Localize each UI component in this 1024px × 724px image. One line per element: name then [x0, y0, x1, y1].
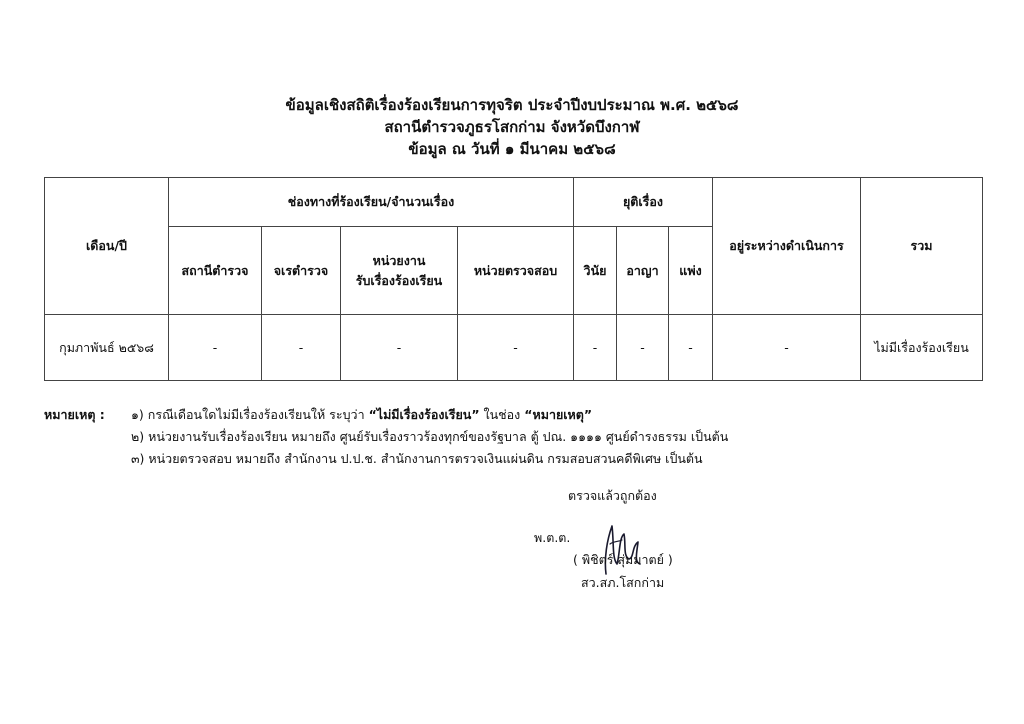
cell-police-station: - [169, 315, 262, 381]
cell-police-inspector: - [262, 315, 341, 381]
note-1 [131, 404, 728, 426]
cell-complaint-agency: - [341, 315, 458, 381]
note-1-prefix: ๑) กรณีเดือนใดไม่มีเรื่องร้องเรียนให้ ระบุว่า [131, 407, 369, 422]
cell-audit-unit: - [458, 315, 574, 381]
header-discipline: วินัย [574, 227, 617, 315]
header-total: รวม [861, 178, 983, 315]
signer-name: ( พิชิตร์ สุ่มมาตย์ ) [573, 552, 673, 567]
header-complaint-agency-line-2: รับเรื่องร้องเรียน [355, 272, 443, 288]
verified-label: ตรวจแล้วถูกต้อง [568, 488, 657, 503]
header-audit-unit: หน่วยตรวจสอบ [458, 227, 574, 315]
cell-total: ไม่มีเรื่องร้องเรียน [861, 315, 983, 381]
signer-position: สว.สภ.โสกก่าม [581, 575, 665, 590]
note-1-remark: “หมายเหตุ” [524, 407, 593, 422]
header-criminal: อาญา [617, 227, 669, 315]
header-police-station: สถานีตำรวจ [169, 227, 262, 315]
header-channels-group: ช่องทางที่ร้องเรียน/จำนวนเรื่อง [169, 178, 574, 227]
title-line-3: ข้อมูล ณ วันที่ ๑ มีนาคม ๒๕๖๘ [408, 140, 616, 158]
cell-criminal: - [617, 315, 669, 381]
header-civil: แพ่ง [669, 227, 713, 315]
notes-label: หมายเหตุ : [44, 407, 105, 422]
note-1-no-complaint: “ไม่มีเรื่องร้องเรียน” [368, 407, 480, 422]
header-complaint-agency-line-1: หน่วยงาน [372, 252, 426, 268]
note-1-middle: ในช่อง [479, 407, 525, 422]
header-month: เดือน/ปี [45, 178, 169, 315]
header-in-progress: อยู่ระหว่างดำเนินการ [713, 178, 861, 315]
document-header [0, 94, 1024, 160]
note-3: ๓) หน่วยตรวจสอบ หมายถึง สำนักงาน ป.ป.ช. สำนักงานการตรวจเงินแผ่นดิน กรมสอบสวนคดีพิเศษ เป็นต้น [131, 451, 703, 466]
cell-in-progress: - [713, 315, 861, 381]
signer-rank: พ.ต.ต. [534, 530, 571, 545]
title-line-2: สถานีตำรวจภูธรโสกก่าม จังหวัดบึงกาฬ [384, 118, 640, 136]
cell-month: กุมภาพันธ์ ๒๕๖๘ [45, 315, 169, 381]
cell-discipline: - [574, 315, 617, 381]
title-line-1: ข้อมูลเชิงสถิติเรื่องร้องเรียนการทุจริต ประจำปีงบประมาณ พ.ศ. ๒๕๖๘ [285, 96, 739, 114]
table-header-row-1 [45, 178, 983, 227]
header-police-inspector: จเรตำรวจ [262, 227, 341, 315]
complaint-statistics-table [44, 177, 983, 381]
header-complaint-agency [341, 227, 458, 315]
note-2: ๒) หน่วยงานรับเรื่องร้องเรียน หมายถึง ศูนย์รับเรื่องราวร้องทุกข์ของรัฐบาล ตู้ ปณ. ๑๑๑๑ ศูนย์ดำรงธรรม เป็นต้น [131, 429, 729, 444]
cell-civil: - [669, 315, 713, 381]
notes-list [131, 404, 728, 470]
header-settled-group: ยุติเรื่อง [574, 178, 713, 227]
table-row [45, 315, 983, 381]
